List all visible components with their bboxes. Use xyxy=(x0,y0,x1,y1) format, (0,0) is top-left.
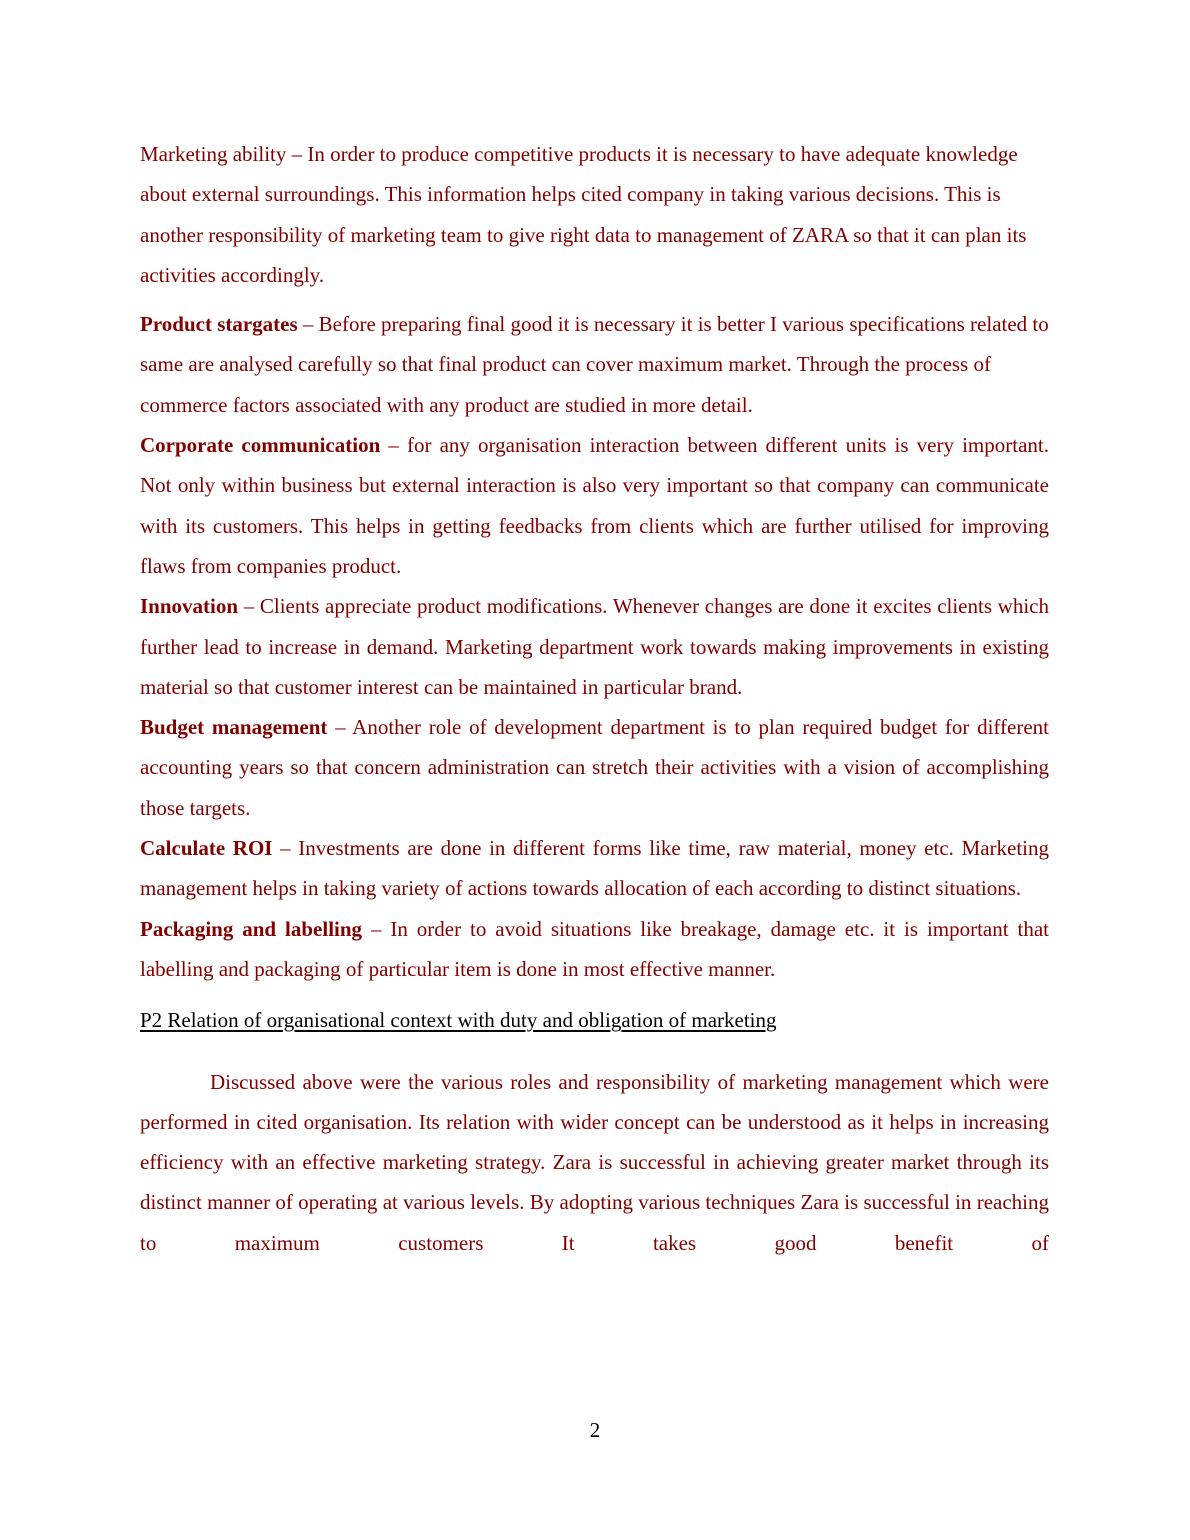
page-content xyxy=(140,134,1049,1263)
page-number: 2 xyxy=(589,1418,601,1442)
paragraph-marketing-ability: Marketing ability – In order to produce competitive products it is necessary to have adequate knowledge about external surroundings. This information helps cited company in taking various decisions. This is another responsibility of marketing team to give right data to management of ZARA so that it can plan its activities accordingly. xyxy=(140,142,1027,287)
paragraph-corporate-communication-text: – for any organisation interaction between different units is very important. Not only within business but external interaction is also very important so that company can communicate with its customers. This helps in getting feedbacks from clients which are further utilised for improving flaws from companies product. xyxy=(140,433,1049,578)
term-calculate-roi: Calculate ROI xyxy=(140,836,273,861)
paragraph-product-stargates-text: – Before preparing final good it is necessary it is better I various specifications related to same are analysed carefully so that final product can cover maximum market. Through the process of commerce factors associated with any product are studied in more detail. xyxy=(140,312,1049,417)
paragraph-budget-management xyxy=(140,707,1049,828)
term-budget-management: Budget management xyxy=(140,715,328,740)
paragraph-product-stargates xyxy=(140,304,1049,425)
term-innovation: Innovation xyxy=(140,594,239,619)
term-corporate-communication: Corporate communication xyxy=(140,433,381,458)
paragraph-innovation xyxy=(140,586,1049,707)
paragraph-corporate-communication xyxy=(140,425,1049,586)
paragraph-packaging-labelling xyxy=(140,909,1049,990)
section-heading-p2: P2 Relation of organisational context with duty and obligation of marketing xyxy=(140,1008,777,1033)
paragraph-calculate-roi-text: – Investments are done in different forms like time, raw material, money etc. Marketing management helps in taking variety of actions towards allocation of each according to distinct situations. xyxy=(140,836,1050,901)
paragraph-budget-management-text: – Another role of development department is to plan required budget for different accounting years so that concern administration can stretch their activities with a vision of accomplishing those targets. xyxy=(140,715,1049,820)
paragraph-packaging-labelling-text: – In order to avoid situations like breakage, damage etc. it is important that labelling and packaging of particular item is done in most effective manner. xyxy=(140,916,1049,981)
term-product-stargates: Product stargates xyxy=(140,312,298,337)
paragraph-calculate-roi xyxy=(140,828,1049,909)
section-body-p2: Discussed above were the various roles and responsibility of marketing management which were performed in cited organisation. Its relation with wider concept can be understood as it helps in increasing efficiency with an effective marketing strategy. Zara is successful in achieving greater market through its distinct manner of operating at various levels. By adopting various techniques Zara is successful in reaching to maximum customers It takes good benefit of xyxy=(140,1069,1049,1255)
paragraph-innovation-text: – Clients appreciate product modifications. Whenever changes are done it excites clients which further lead to increase in demand. Marketing department work towards making improvements in existing material so that customer interest can be maintained in particular brand. xyxy=(140,594,1049,699)
term-packaging-labelling: Packaging and labelling xyxy=(140,916,363,941)
